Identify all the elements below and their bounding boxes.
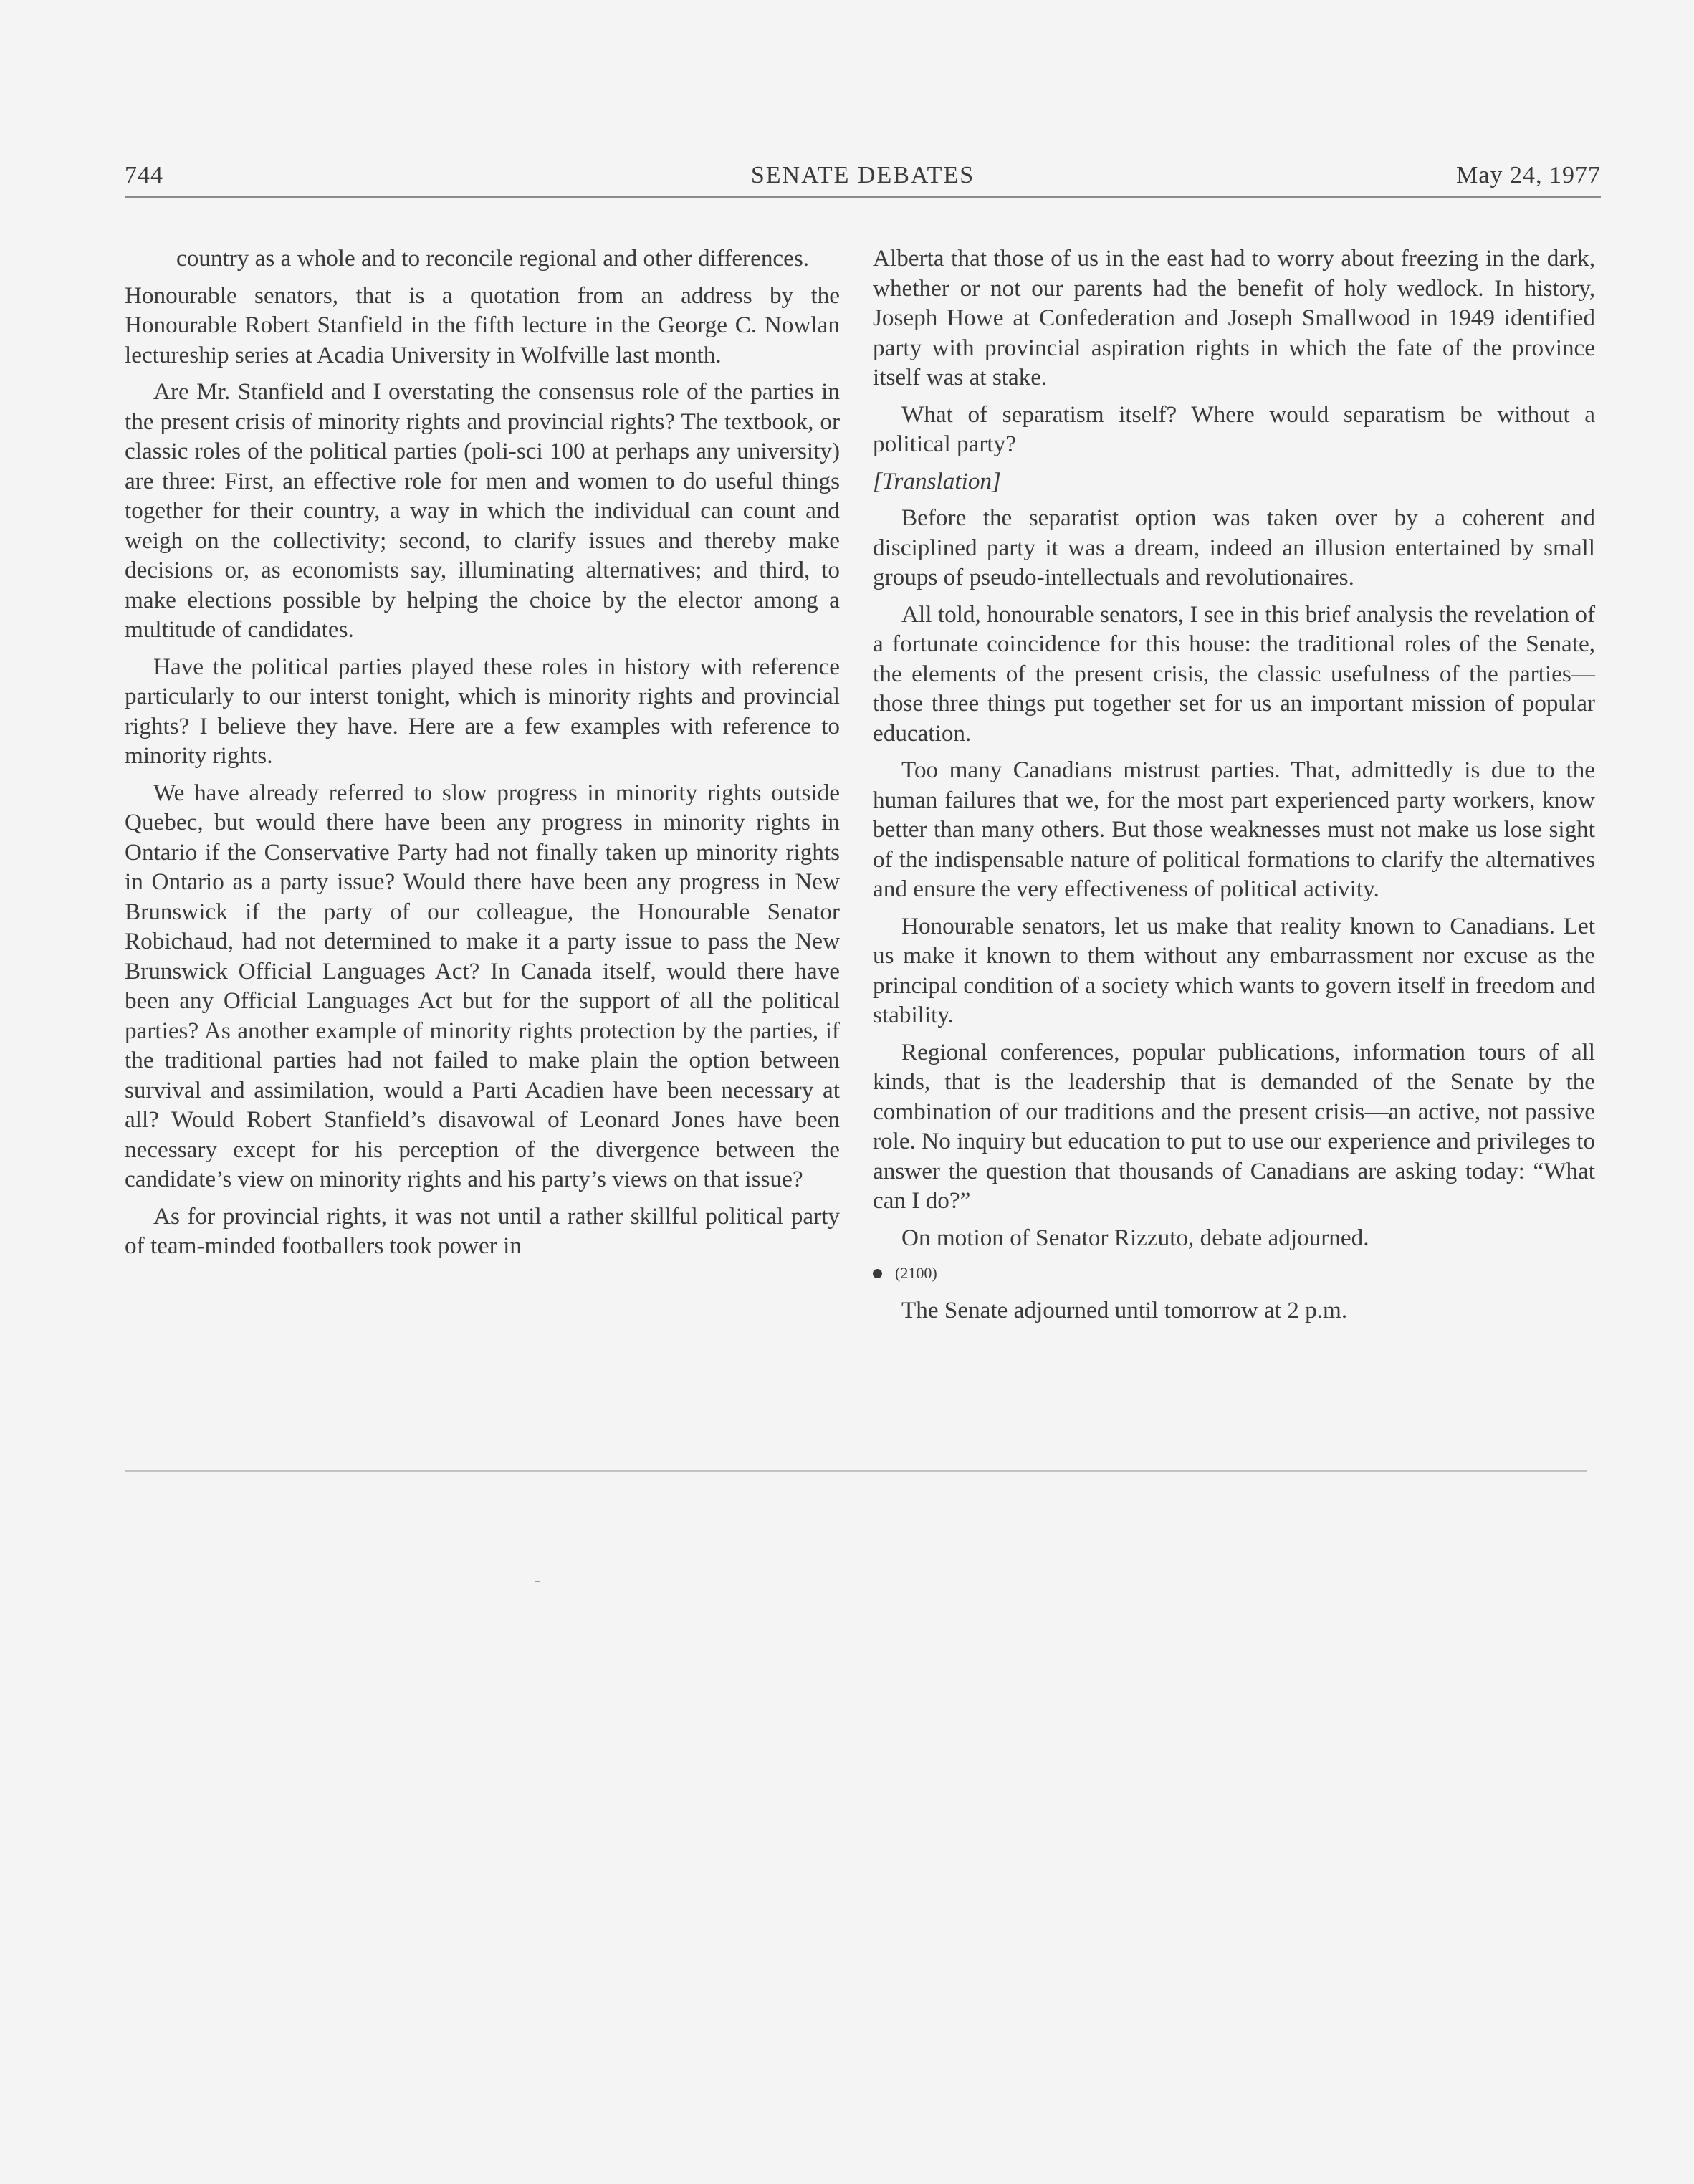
bottom-rule [125, 1470, 1587, 1472]
bullet-icon [873, 1269, 882, 1278]
motion-line: On motion of Senator Rizzuto, debate adjourned. [901, 1224, 1369, 1251]
paragraph: Are Mr. Stanfield and I overstating the consensus role of the parties in the present crisis of minority rights and provincial rights? The textbook, or classic roles of the political parties (poli-sci 100 at perhaps any university) are three: First, an effective role for men and women to do useful things together for their country, a way in which the individual can count and weigh on the collectivity; second, to clarify issues and thereby make decisions or, as economists say, illuminating alternatives; and third, to make elections possible by helping the choice by the elector among a multitude of candidates. [125, 378, 840, 643]
paragraph: Honourable senators, that is a quotation from an address by the Honourable Robert Stanfield in the fifth lecture in the George C. Nowlan lectureship series at Acadia University in Wolfville last month. [125, 282, 840, 368]
paragraph: Regional conferences, popular publications, information tours of all kinds, that is the leadership that is demanded of the Senate by the combination of our traditions and the present crisis—an active, not passive role. No inquiry but education to put to use our experience and privileges to answer the question that thousands of Canadians are asking today: “What can I do?” [873, 1038, 1595, 1214]
right-column [873, 244, 1595, 1333]
running-title: SENATE DEBATES [750, 162, 975, 188]
header-date: May 24, 1977 [1456, 162, 1601, 188]
paragraph: Have the political parties played these roles in history with reference particularly to our interst tonight, which is minority rights and provincial rights? I believe they have. Here are a few examples with reference to minority rights. [125, 653, 840, 769]
paragraph: Too many Canadians mistrust parties. That, admittedly is due to the human failures that we, for the most part experienced party workers, know better than many others. But those weaknesses must not make us lose sight of the indispensable nature of political formations to clarify the alternatives and ensure the very effectiveness of political activity. [873, 757, 1595, 902]
paragraph: Before the separatist option was taken over by a coherent and disciplined party it was a dream, indeed an illusion entertained by small groups of pseudo-intellectuals and revolutionaires. [873, 504, 1595, 590]
paragraph: Alberta that those of us in the east had to worry about freezing in the dark, whether or not our parents had the benefit of holy wedlock. In history, Joseph Howe at Confederation and Joseph Smallwood in 1949 identified party with provincial aspiration rights in which the fate of the province itself was at stake. [873, 245, 1595, 391]
left-column [125, 244, 840, 1261]
paragraph: All told, honourable senators, I see in this brief analysis the revelation of a fortunate coincidence for this house: the traditional roles of the Senate, the elements of the present crisis, the classic usefulness of the parties—those three things put together set for us an important mission of popular education. [873, 600, 1595, 747]
header-rule [125, 196, 1601, 198]
time-marker-label: (2100) [895, 1264, 937, 1282]
time-marker [873, 1263, 1595, 1284]
paragraph: What of separatism itself? Where would separatism be without a political party? [873, 401, 1595, 457]
paragraph: As for provincial rights, it was not until a rather skillful political party of team-minded footballers took power in [125, 1202, 840, 1259]
page-header [125, 162, 1601, 195]
adjournment-line: The Senate adjourned until tomorrow at 2 p.m. [901, 1297, 1348, 1323]
quote-continuation: country as a whole and to reconcile regional and other differences. [176, 245, 810, 272]
translation-note: [Translation] [873, 467, 1001, 494]
scan-speck [535, 1581, 540, 1582]
page-number: 744 [125, 162, 163, 188]
paragraph: We have already referred to slow progress in minority rights outside Quebec, but would there have been any progress in minority rights in Ontario if the Conservative Party had not finally taken up minority rights in Ontario as a party issue? Would there have been any progress in New Brunswick if the party of our colleague, the Honourable Senator Robichaud, had not determined to make it a party issue to pass the New Brunswick Official Languages Act? In Canada itself, would there have been any Official Languages Act but for the support of all the political parties? As another example of minority rights protection by the parties, if the traditional parties had not failed to make plain the option between survival and assimilation, would a Parti Acadien have been necessary at all? Would Robert Stanfield’s disavowal of Leonard Jones have been necessary except for his perception of the divergence between the candidate’s view on minority rights and his party’s views on that issue? [125, 779, 840, 1192]
paragraph: Honourable senators, let us make that reality known to Canadians. Let us make it known to them without any embarrassment nor excuse as the principal condition of a society which wants to govern itself in freedom and stability. [873, 912, 1595, 1028]
